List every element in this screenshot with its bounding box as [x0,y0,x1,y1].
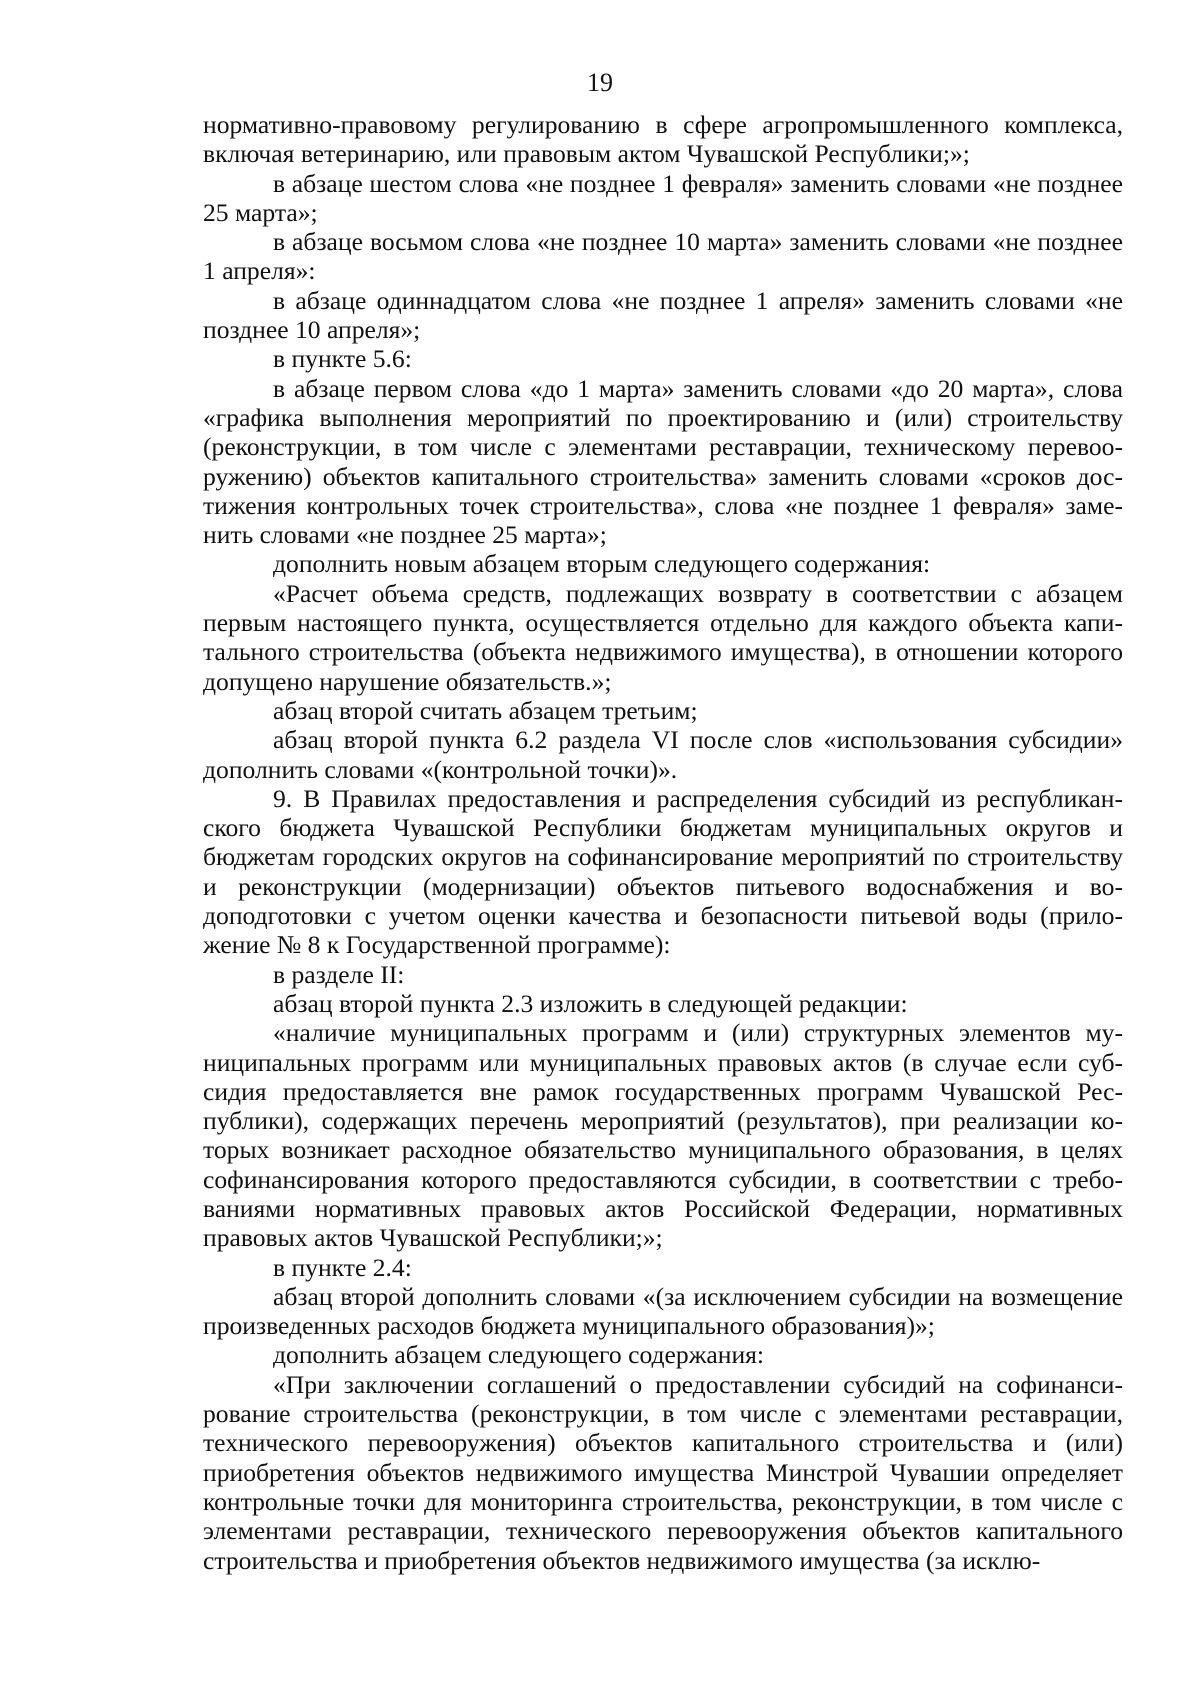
paragraph: в абзаце одиннадцатом слова «не позднее 1 апреля» заменить словами «не позднее 10 апреля»; [203,285,1123,345]
paragraph: дополнить новым абзацем вторым следующего содержания: [273,549,931,579]
paragraph: «Расчет объема средств, подлежащих возврату в соответствии с абзацем первым настоящего пункта, осуществляется отдельно для каждого объекта капитального строительства (объекта недвижимого имущества), в отношении которого допущено нарушение обязательств.»; [203,578,1123,696]
paragraph: в пункте 2.4: [273,1252,412,1282]
paragraph: в пункте 5.6: [273,344,412,374]
paragraph: абзац второй считать абзацем третьим; [273,695,698,725]
paragraph: в абзаце восьмом слова «не позднее 10 марта» заменить словами «не позднее 1 апреля»: [203,227,1123,286]
paragraph: дополнить абзацем следующего содержания: [273,1340,765,1370]
document-body [203,110,1123,1575]
paragraph: 9. В Правилах предоставления и распределения субсидий из республиканского бюджета Чувашской Республики бюджетам муниципальных округов и бюджетам городских округов на софинансирование мероприятий по строительству и реконструкции (модернизации) объектов питьевого водоснабжения и водоподготовки с учетом оценки качества и безопасности питьевой воды (приложение № 8 к Государственной программе): [203,783,1123,960]
paragraph: в абзаце шестом слова «не позднее 1 февраля» заменить словами «не позднее 25 марта»; [203,168,1123,227]
paragraph: в абзаце первом слова «до 1 марта» заменить словами «до 20 марта», слова «графика выполнения мероприятий по проектированию и (или) строительству (реконструкции, в том числе с элементами реставрации, техническому перевооружению) объектов капитального строительства» заменить словами «сроков достижения контрольных точек строительства», слова «не позднее 1 февраля» заменить словами «не позднее 25 марта»; [203,373,1123,550]
paragraph: абзац второй пункта 6.2 раздела VI после слов «использования субсидии» дополнить словами «(контрольной точки)». [203,725,1123,784]
paragraph: «наличие муниципальных программ и (или) структурных элементов муниципальных программ или муниципальных правовых актов (в случае если субсидия предоставляется вне рамок государственных программ Чувашской Республики), содержащих перечень мероприятий (результатов), при реализации которых возникает расходное обязательство муниципального образования, в целях софинансирования которого предоставляются субсидии, в соответствии с требованиями нормативных правовых актов Российской Федерации, нормативных правовых актов Чувашской Республики;»; [203,1018,1123,1253]
paragraph: «При заключении соглашений о предоставлении субсидий на софинансирование строительства (реконструкции, в том числе с элементами реставрации, технического перевооружения) объектов капитального строительства и (или) приобретения объектов недвижимого имущества Минстрой Чувашии определяет контрольные точки для мониторинга строительства, реконструкции, в том числе с элементами реставрации, технического перевооружения объектов капитального строительства и приобретения объектов недвижимого имущества (за исклю- [203,1369,1123,1575]
paragraph-continuation: нормативно-правовому регулированию в сфере агропромышленного комплекса, включая ветеринарию, или правовым актом Чувашской Республики;»; [203,110,1123,169]
paragraph: в разделе II: [273,959,405,989]
page-number: 19 [587,68,613,97]
paragraph: абзац второй пункта 2.3 изложить в следующей редакции: [273,988,908,1018]
paragraph: абзац второй дополнить словами «(за исключением субсидии на возмещение произведенных расходов бюджета муниципального образования)»; [203,1281,1123,1341]
